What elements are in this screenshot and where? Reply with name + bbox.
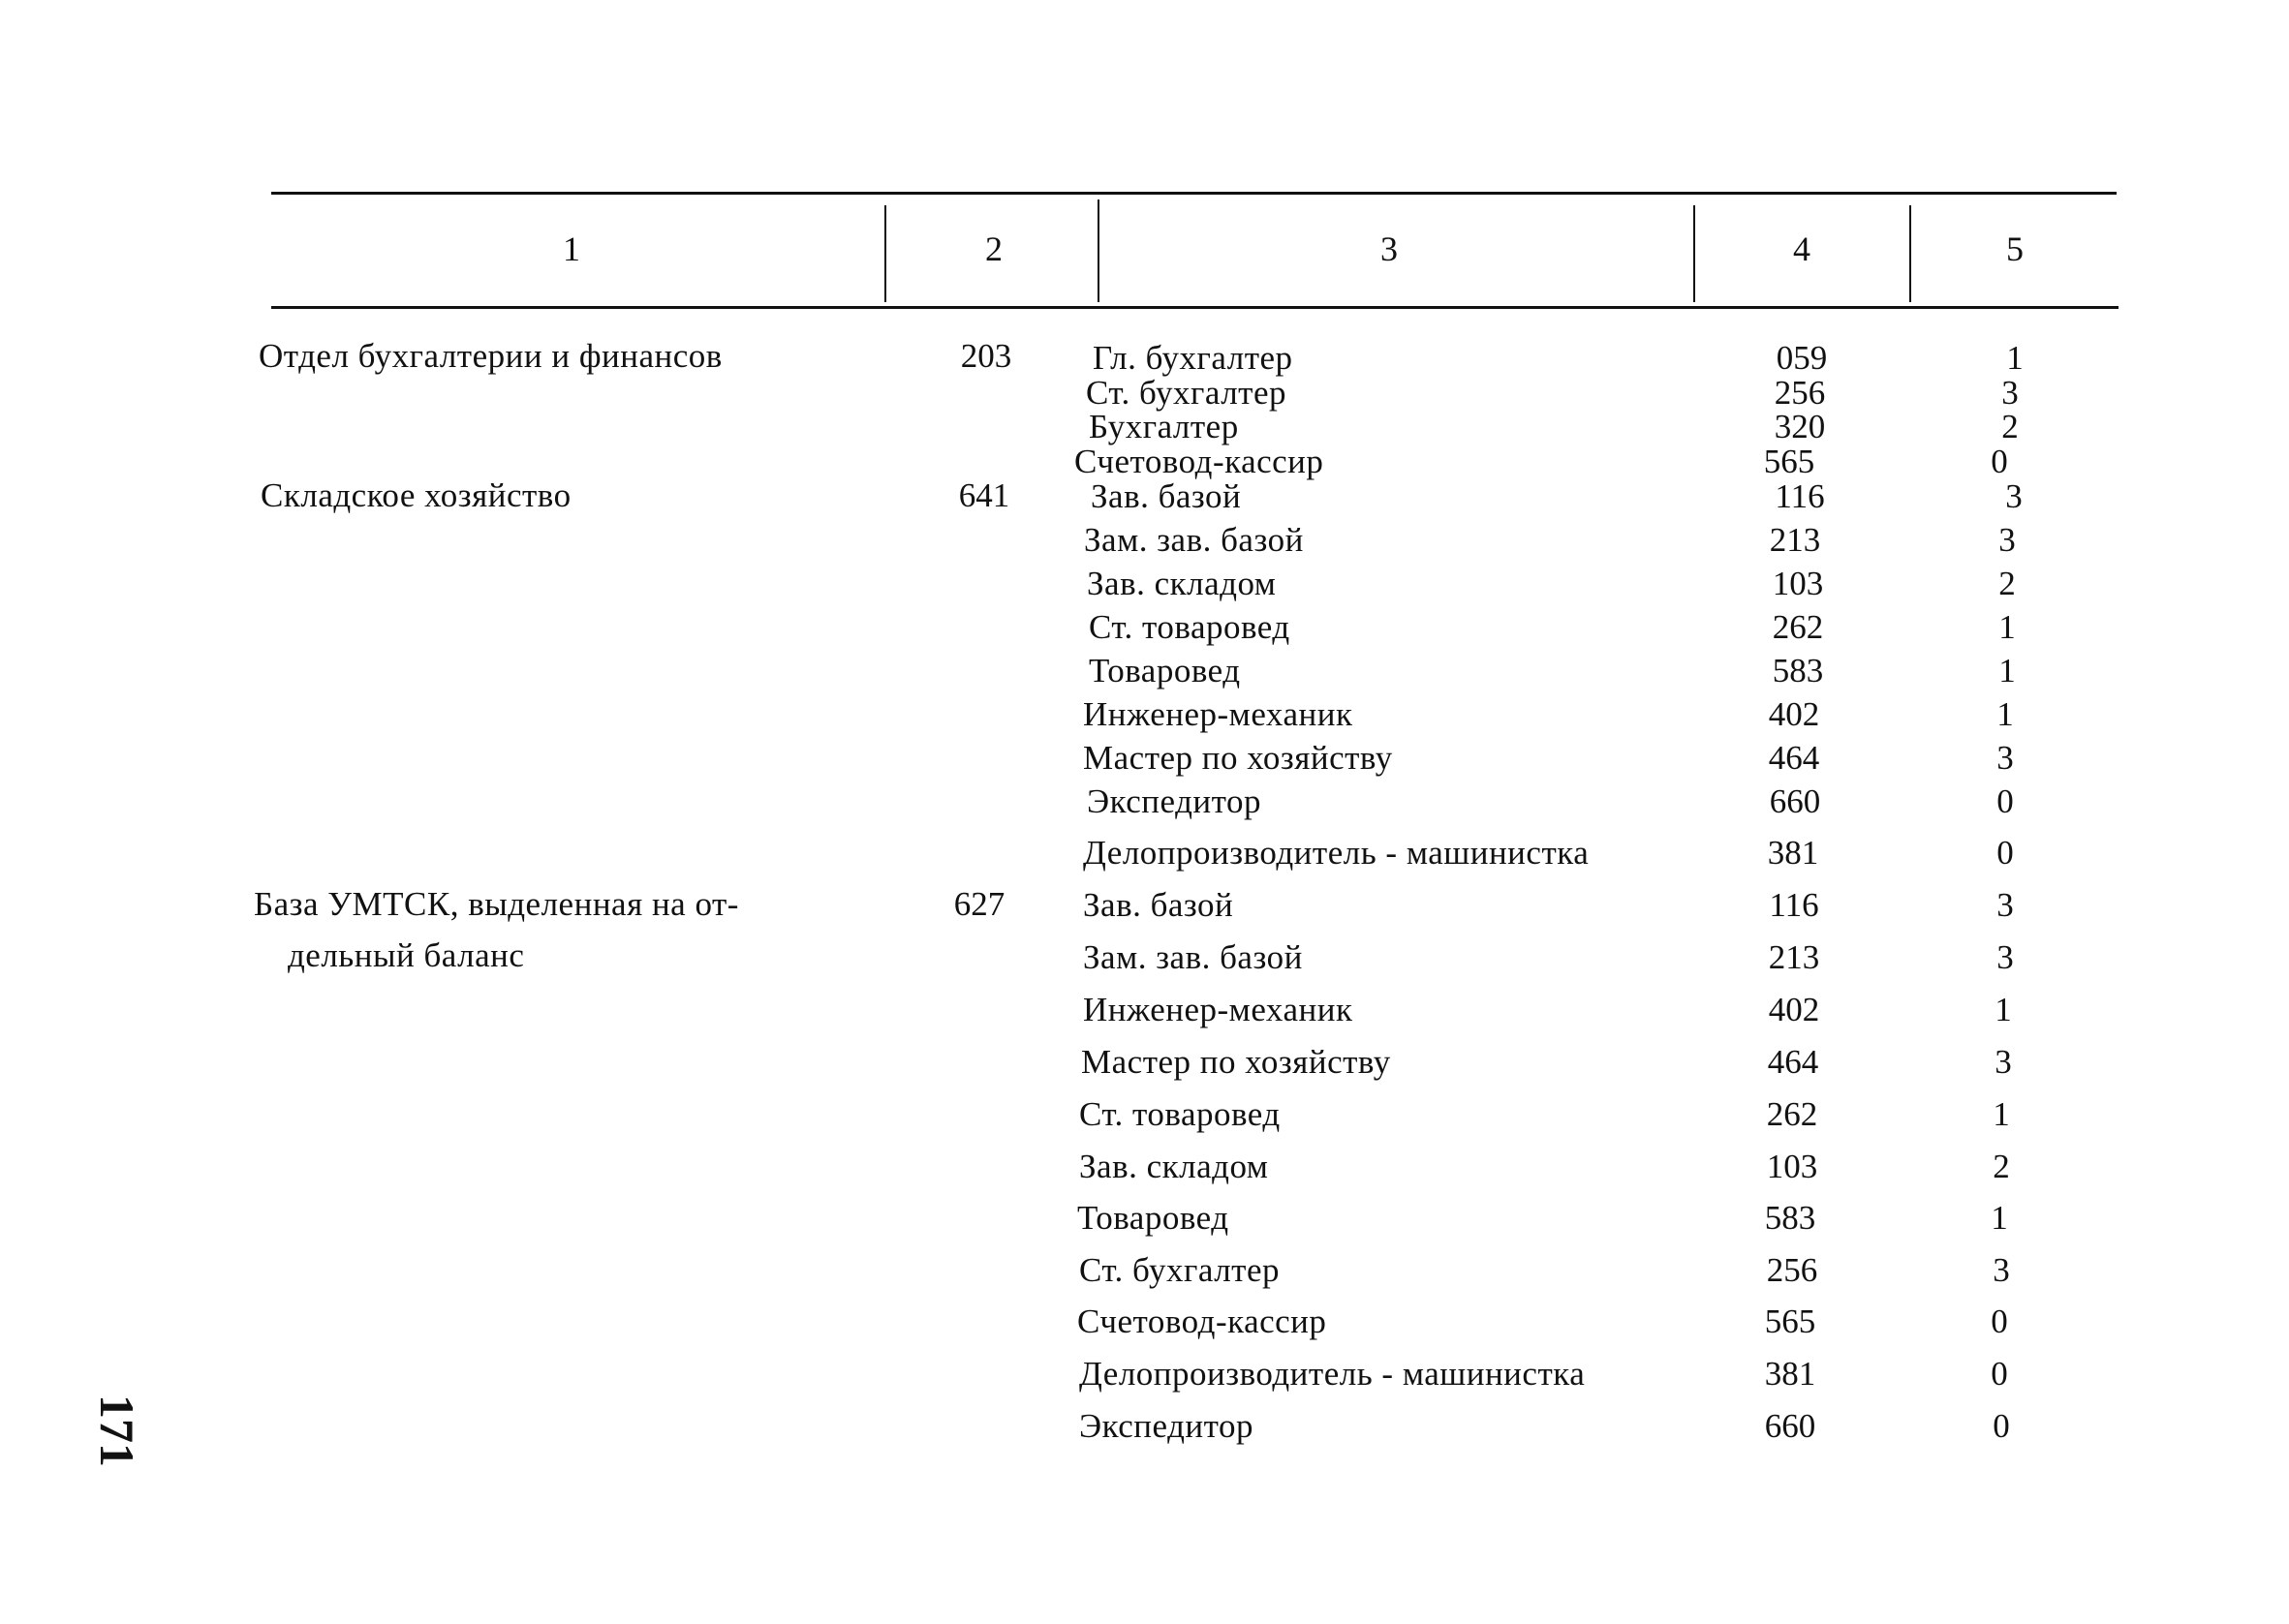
position-name: Гл. бухгалтер	[1093, 339, 1293, 377]
position-name: Зав. складом	[1087, 565, 1277, 602]
position-name: Зав. базой	[1091, 477, 1242, 515]
position-code: 565	[1763, 443, 1815, 480]
table-top-rule	[271, 192, 2117, 195]
position-name: Инженер-механик	[1083, 695, 1353, 733]
position-value: 3	[2001, 374, 2019, 412]
position-name: Делопроизводитель - машинистка	[1079, 1355, 1586, 1393]
position-code: 381	[1764, 1355, 1816, 1393]
header-col-3: 3	[1380, 230, 1398, 268]
position-code: 256	[1766, 1251, 1818, 1289]
position-value: 0	[1991, 1302, 2008, 1340]
position-value: 2	[1993, 1148, 2010, 1185]
position-value: 1	[1998, 608, 2016, 646]
position-code: 402	[1768, 695, 1820, 733]
group-name: База УМТСК, выделенная на от-	[254, 885, 739, 923]
header-bottom-rule	[271, 306, 2119, 309]
header-divider-4	[1909, 205, 1911, 302]
position-name: Зам. зав. базой	[1084, 521, 1304, 559]
position-name: Товаровед	[1077, 1199, 1229, 1237]
position-name: Инженер-механик	[1083, 991, 1353, 1028]
position-code: 320	[1774, 408, 1826, 445]
position-name: Мастер по хозяйству	[1081, 1043, 1391, 1081]
position-name: Ст. бухгалтер	[1086, 374, 1287, 412]
position-name: Зав. базой	[1083, 886, 1234, 924]
position-code: 464	[1767, 1043, 1819, 1081]
header-col-5: 5	[2006, 230, 2024, 268]
position-value: 2	[1998, 565, 2016, 602]
group-name: Отдел бухгалтерии и финансов	[259, 337, 723, 375]
position-code: 583	[1764, 1199, 1816, 1237]
position-name: Ст. товаровед	[1089, 608, 1290, 646]
position-code: 565	[1764, 1302, 1816, 1340]
group-code: 641	[958, 476, 1010, 514]
position-name: Зам. зав. базой	[1083, 938, 1303, 976]
header-divider-1	[884, 205, 886, 302]
header-col-1: 1	[563, 230, 580, 268]
position-name: Бухгалтер	[1089, 408, 1239, 445]
position-value: 0	[1996, 782, 2014, 820]
position-name: Делопроизводитель - машинистка	[1083, 834, 1590, 872]
position-name: Ст. бухгалтер	[1079, 1251, 1281, 1289]
position-value: 0	[1991, 443, 2008, 480]
position-value: 3	[1996, 739, 2014, 777]
position-name: Счетовод-кассир	[1074, 443, 1324, 480]
position-value: 3	[1995, 1043, 2012, 1081]
position-name: Экспедитор	[1079, 1407, 1253, 1445]
position-value: 3	[1996, 938, 2014, 976]
position-code: 262	[1772, 608, 1824, 646]
position-value: 3	[1996, 886, 2014, 924]
group-name-continued: дельный баланс	[288, 936, 525, 974]
header-col-4: 4	[1793, 230, 1810, 268]
position-name: Зав. складом	[1079, 1148, 1269, 1185]
position-name: Товаровед	[1089, 652, 1241, 689]
position-code: 464	[1768, 739, 1820, 777]
position-value: 2	[2001, 408, 2019, 445]
position-value: 1	[1995, 991, 2012, 1028]
position-code: 213	[1768, 938, 1820, 976]
position-name: Счетовод-кассир	[1077, 1302, 1327, 1340]
position-value: 1	[2006, 339, 2024, 377]
position-name: Ст. товаровед	[1079, 1095, 1281, 1133]
header-divider-3	[1693, 205, 1695, 302]
position-code: 660	[1769, 782, 1821, 820]
position-code: 583	[1772, 652, 1824, 689]
position-value: 1	[1991, 1199, 2008, 1237]
position-code: 256	[1774, 374, 1826, 412]
position-code: 116	[1769, 886, 1819, 924]
position-code: 059	[1776, 339, 1828, 377]
position-code: 660	[1764, 1407, 1816, 1445]
position-code: 381	[1767, 834, 1819, 872]
position-name: Экспедитор	[1087, 782, 1261, 820]
position-value: 3	[1998, 521, 2016, 559]
position-value: 3	[2005, 477, 2023, 515]
position-code: 402	[1768, 991, 1820, 1028]
position-code: 103	[1772, 565, 1824, 602]
position-name: Мастер по хозяйству	[1083, 739, 1393, 777]
position-value: 0	[1991, 1355, 2008, 1393]
position-code: 103	[1766, 1148, 1818, 1185]
position-value: 0	[1993, 1407, 2010, 1445]
position-value: 1	[1996, 695, 2014, 733]
position-code: 116	[1775, 477, 1825, 515]
page-number: 171	[90, 1394, 144, 1467]
position-value: 0	[1996, 834, 2014, 872]
header-col-2: 2	[985, 230, 1003, 268]
position-code: 262	[1766, 1095, 1818, 1133]
position-value: 1	[1998, 652, 2016, 689]
position-value: 3	[1993, 1251, 2010, 1289]
header-divider-2	[1098, 199, 1099, 302]
group-code: 203	[960, 337, 1012, 375]
group-code: 627	[953, 885, 1005, 923]
position-code: 213	[1769, 521, 1821, 559]
group-name: Складское хозяйство	[261, 476, 572, 514]
position-value: 1	[1993, 1095, 2010, 1133]
